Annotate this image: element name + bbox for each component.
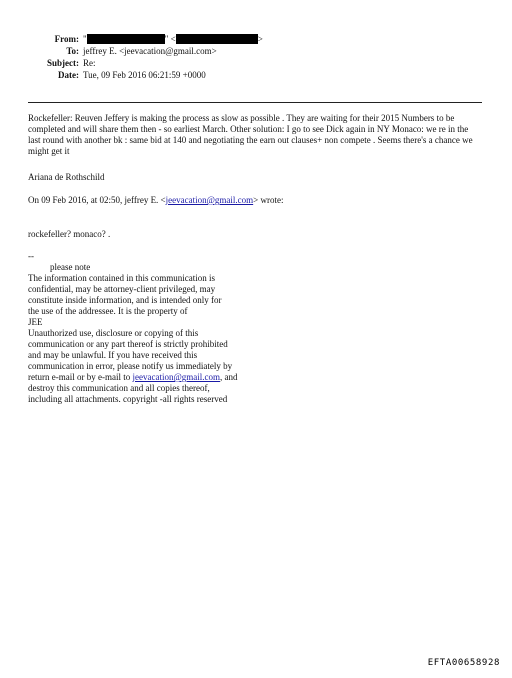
signature-separator: -- [28, 251, 34, 261]
to-row [0, 46, 512, 58]
document-id: EFTA00658928 [427, 658, 500, 668]
redaction-block [176, 34, 258, 44]
quote-prefix: On 09 Feb 2016, at 02:50, jeffrey E. < [28, 195, 166, 205]
notice-line: communication in error, please notify us immediately by [28, 361, 233, 371]
notice-heading: please note [50, 262, 91, 272]
quote-attribution [28, 195, 480, 206]
confidentiality-notice [28, 262, 288, 405]
signature: Ariana de Rothschild [28, 172, 105, 182]
subject-value: Re: [83, 58, 96, 68]
quote-suffix: > wrote: [253, 195, 284, 205]
subject-label: Subject: [47, 58, 79, 68]
message-paragraph: Rockefeller: Reuven Jeffery is making the process as slow as possible . They are waiting for their 2015 Numbers to be completed and will share them then - so earliest March. Other solution: I go to see Dick again in NY Monaco: we re in the last round with another bk : same bid at 140 and negotiating the earn out clauses+ non compete . Seems there's a chance we might get it [28, 113, 473, 156]
notice-line: constitute inside information, and is intended only for [28, 295, 222, 305]
quoted-reply: rockefeller? monaco? . [28, 229, 111, 239]
notice-line: Unauthorized use, disclosure or copying of this [28, 328, 199, 338]
date-row [0, 70, 512, 82]
to-label: To: [66, 46, 79, 56]
from-mid: " < [164, 34, 176, 44]
notice-line [28, 372, 288, 383]
notice-line: and may be unlawful. If you have received this [28, 350, 198, 360]
from-close: > [257, 34, 263, 44]
notice-line: The information contained in this communication is [28, 273, 215, 283]
notice-line-prefix: return e-mail or by e-mail to [28, 372, 133, 382]
from-value [83, 34, 263, 45]
subject-row [0, 58, 512, 70]
header-divider [28, 102, 482, 103]
notice-line: destroy this communication and all copies thereof, [28, 383, 210, 393]
notice-line: JEE [28, 317, 43, 327]
date-label: Date: [58, 70, 79, 80]
date-value: Tue, 09 Feb 2016 06:21:59 +0000 [83, 70, 206, 80]
from-label: From: [54, 34, 79, 44]
notice-line: communication or any part thereof is strictly prohibited [28, 339, 228, 349]
from-row [0, 34, 512, 46]
email-header [0, 34, 512, 82]
notice-email-link[interactable]: jeevacation@gmail.com [132, 372, 220, 382]
from-open-quote: " [83, 34, 87, 44]
notice-line: including all attachments. copyright -all rights reserved [28, 394, 228, 404]
redaction-block [87, 34, 165, 44]
to-value: jeffrey E. <jeevacation@gmail.com> [83, 46, 217, 56]
notice-line: the use of the addressee. It is the property of [28, 306, 188, 316]
quote-email-link[interactable]: jeevacation@gmail.com [165, 195, 254, 205]
notice-line-suffix: , and [219, 372, 238, 382]
notice-line: confidential, may be attorney-client privileged, may [28, 284, 216, 294]
